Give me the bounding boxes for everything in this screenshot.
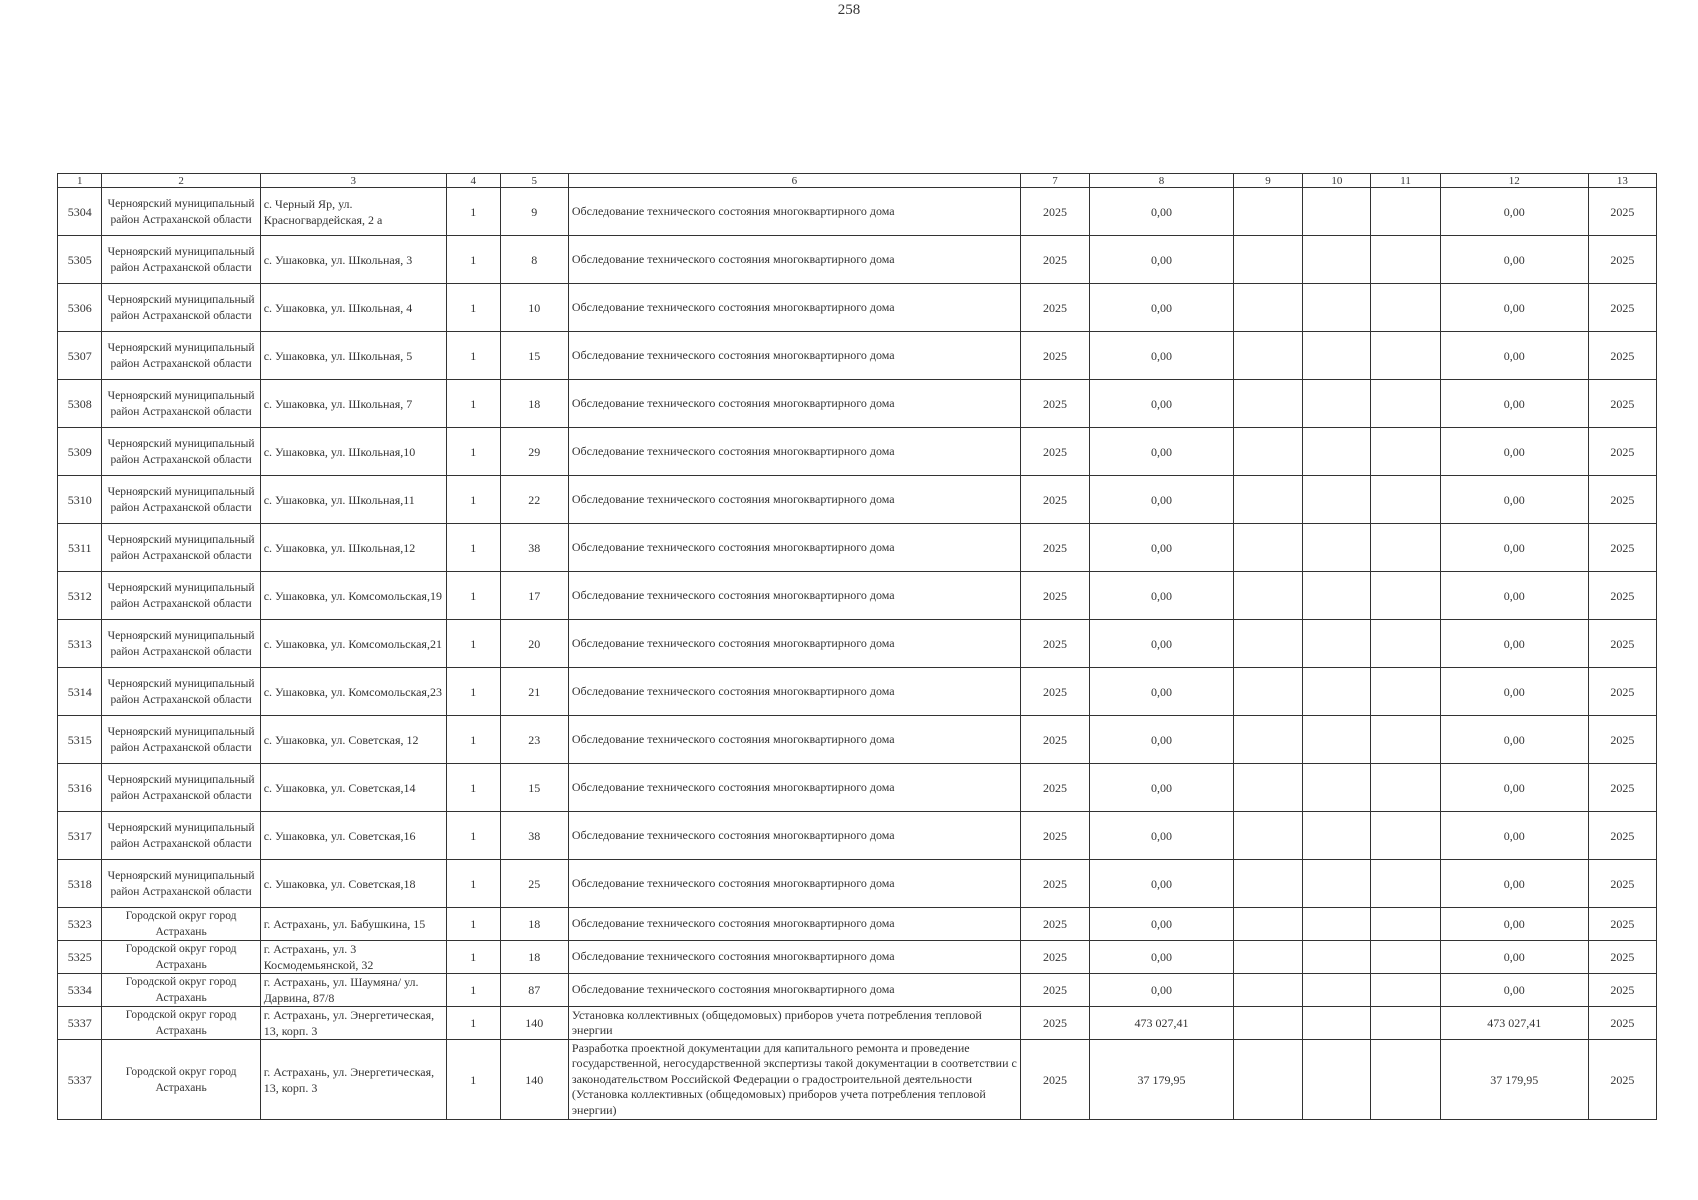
cell-col11 bbox=[1371, 428, 1440, 476]
table-row bbox=[58, 524, 1657, 572]
cell-col10 bbox=[1303, 668, 1371, 716]
cell-col11 bbox=[1371, 941, 1440, 974]
cell-year: 2025 bbox=[1020, 332, 1089, 380]
cell-col4: 1 bbox=[446, 476, 500, 524]
cell-year: 2025 bbox=[1020, 236, 1089, 284]
cell-col9 bbox=[1233, 620, 1302, 668]
cell-work-type: Обследование технического состояния многоквартирного дома bbox=[568, 380, 1020, 428]
cell-col10 bbox=[1303, 284, 1371, 332]
cell-col13: 2025 bbox=[1588, 668, 1656, 716]
cell-address: с. Ушаковка, ул. Комсомольская,21 bbox=[260, 620, 446, 668]
cell-col5: 18 bbox=[500, 380, 568, 428]
cell-col4: 1 bbox=[446, 524, 500, 572]
cell-col9 bbox=[1233, 284, 1302, 332]
cell-col10 bbox=[1303, 812, 1371, 860]
cell-col11 bbox=[1371, 1007, 1440, 1040]
cell-col5: 140 bbox=[500, 1007, 568, 1040]
cell-year: 2025 bbox=[1020, 380, 1089, 428]
cell-address: г. Астрахань, ул. Бабушкина, 15 bbox=[260, 908, 446, 941]
cell-work-type: Обследование технического состояния многоквартирного дома bbox=[568, 908, 1020, 941]
cell-col12: 0,00 bbox=[1440, 284, 1588, 332]
cell-col9 bbox=[1233, 908, 1302, 941]
cell-work-type: Обследование технического состояния многоквартирного дома bbox=[568, 236, 1020, 284]
cell-col13: 2025 bbox=[1588, 332, 1656, 380]
cell-id: 5318 bbox=[58, 860, 102, 908]
cell-col5: 20 bbox=[500, 620, 568, 668]
column-header: 10 bbox=[1303, 174, 1371, 188]
cell-work-type: Обследование технического состояния многоквартирного дома bbox=[568, 620, 1020, 668]
cell-col8: 0,00 bbox=[1090, 284, 1234, 332]
cell-municipality: Черноярский муниципальный район Астраханской области bbox=[102, 524, 260, 572]
cell-id: 5309 bbox=[58, 428, 102, 476]
cell-col9 bbox=[1233, 476, 1302, 524]
cell-col13: 2025 bbox=[1588, 812, 1656, 860]
cell-address: с. Ушаковка, ул. Советская, 12 bbox=[260, 716, 446, 764]
cell-col4: 1 bbox=[446, 572, 500, 620]
cell-col9 bbox=[1233, 332, 1302, 380]
cell-col5: 38 bbox=[500, 812, 568, 860]
cell-col11 bbox=[1371, 1040, 1440, 1120]
table-row bbox=[58, 974, 1657, 1007]
cell-address: с. Ушаковка, ул. Советская,18 bbox=[260, 860, 446, 908]
cell-col11 bbox=[1371, 476, 1440, 524]
table-row bbox=[58, 332, 1657, 380]
table-row bbox=[58, 941, 1657, 974]
cell-municipality: Городской округ город Астрахань bbox=[102, 974, 260, 1007]
cell-col8: 0,00 bbox=[1090, 812, 1234, 860]
cell-work-type: Обследование технического состояния многоквартирного дома bbox=[568, 332, 1020, 380]
cell-col11 bbox=[1371, 764, 1440, 812]
cell-id: 5307 bbox=[58, 332, 102, 380]
cell-municipality: Черноярский муниципальный район Астраханской области bbox=[102, 668, 260, 716]
cell-col10 bbox=[1303, 380, 1371, 428]
cell-address: г. Астрахань, ул. Энергетическая, 13, корп. 3 bbox=[260, 1040, 446, 1120]
cell-col4: 1 bbox=[446, 236, 500, 284]
cell-year: 2025 bbox=[1020, 764, 1089, 812]
cell-id: 5311 bbox=[58, 524, 102, 572]
column-header: 12 bbox=[1440, 174, 1588, 188]
cell-municipality: Черноярский муниципальный район Астраханской области bbox=[102, 764, 260, 812]
cell-municipality: Черноярский муниципальный район Астраханской области bbox=[102, 188, 260, 236]
cell-col4: 1 bbox=[446, 812, 500, 860]
cell-municipality: Черноярский муниципальный район Астраханской области bbox=[102, 860, 260, 908]
cell-municipality: Черноярский муниципальный район Астраханской области bbox=[102, 476, 260, 524]
cell-year: 2025 bbox=[1020, 524, 1089, 572]
cell-col12: 0,00 bbox=[1440, 524, 1588, 572]
cell-col5: 22 bbox=[500, 476, 568, 524]
cell-col13: 2025 bbox=[1588, 188, 1656, 236]
cell-col11 bbox=[1371, 332, 1440, 380]
cell-col5: 87 bbox=[500, 974, 568, 1007]
column-header: 11 bbox=[1371, 174, 1440, 188]
cell-col11 bbox=[1371, 572, 1440, 620]
column-header: 13 bbox=[1588, 174, 1656, 188]
table-row bbox=[58, 812, 1657, 860]
cell-col5: 18 bbox=[500, 941, 568, 974]
cell-col4: 1 bbox=[446, 380, 500, 428]
cell-address: с. Ушаковка, ул. Школьная, 7 bbox=[260, 380, 446, 428]
cell-id: 5334 bbox=[58, 974, 102, 1007]
cell-col12: 0,00 bbox=[1440, 812, 1588, 860]
table-row bbox=[58, 284, 1657, 332]
cell-id: 5337 bbox=[58, 1040, 102, 1120]
cell-col12: 0,00 bbox=[1440, 764, 1588, 812]
cell-col13: 2025 bbox=[1588, 428, 1656, 476]
cell-id: 5304 bbox=[58, 188, 102, 236]
column-header: 8 bbox=[1090, 174, 1234, 188]
cell-col5: 38 bbox=[500, 524, 568, 572]
cell-col4: 1 bbox=[446, 1040, 500, 1120]
cell-col10 bbox=[1303, 572, 1371, 620]
cell-col4: 1 bbox=[446, 716, 500, 764]
cell-col8: 0,00 bbox=[1090, 380, 1234, 428]
cell-col4: 1 bbox=[446, 764, 500, 812]
cell-col8: 0,00 bbox=[1090, 764, 1234, 812]
cell-year: 2025 bbox=[1020, 188, 1089, 236]
table-row bbox=[58, 716, 1657, 764]
cell-municipality: Черноярский муниципальный район Астраханской области bbox=[102, 812, 260, 860]
cell-col8: 0,00 bbox=[1090, 941, 1234, 974]
cell-municipality: Черноярский муниципальный район Астраханской области bbox=[102, 716, 260, 764]
cell-work-type: Обследование технического состояния многоквартирного дома bbox=[568, 764, 1020, 812]
cell-id: 5316 bbox=[58, 764, 102, 812]
cell-col9 bbox=[1233, 860, 1302, 908]
cell-work-type: Обследование технического состояния многоквартирного дома bbox=[568, 188, 1020, 236]
cell-municipality: Черноярский муниципальный район Астраханской области bbox=[102, 284, 260, 332]
cell-col10 bbox=[1303, 716, 1371, 764]
cell-address: с. Ушаковка, ул. Комсомольская,19 bbox=[260, 572, 446, 620]
cell-col12: 0,00 bbox=[1440, 476, 1588, 524]
cell-col5: 25 bbox=[500, 860, 568, 908]
cell-id: 5310 bbox=[58, 476, 102, 524]
cell-year: 2025 bbox=[1020, 812, 1089, 860]
cell-col9 bbox=[1233, 380, 1302, 428]
cell-col8: 0,00 bbox=[1090, 332, 1234, 380]
cell-col13: 2025 bbox=[1588, 572, 1656, 620]
cell-year: 2025 bbox=[1020, 476, 1089, 524]
cell-col10 bbox=[1303, 860, 1371, 908]
cell-col13: 2025 bbox=[1588, 716, 1656, 764]
cell-col4: 1 bbox=[446, 332, 500, 380]
cell-col11 bbox=[1371, 716, 1440, 764]
cell-col4: 1 bbox=[446, 668, 500, 716]
cell-address: с. Ушаковка, ул. Школьная,11 bbox=[260, 476, 446, 524]
cell-year: 2025 bbox=[1020, 860, 1089, 908]
cell-id: 5315 bbox=[58, 716, 102, 764]
table-row bbox=[58, 860, 1657, 908]
cell-col12: 0,00 bbox=[1440, 668, 1588, 716]
cell-col13: 2025 bbox=[1588, 284, 1656, 332]
cell-col9 bbox=[1233, 1040, 1302, 1120]
cell-work-type: Обследование технического состояния многоквартирного дома bbox=[568, 428, 1020, 476]
cell-col12: 0,00 bbox=[1440, 716, 1588, 764]
cell-col11 bbox=[1371, 620, 1440, 668]
cell-col4: 1 bbox=[446, 188, 500, 236]
cell-address: с. Ушаковка, ул. Школьная, 5 bbox=[260, 332, 446, 380]
cell-id: 5308 bbox=[58, 380, 102, 428]
cell-col11 bbox=[1371, 524, 1440, 572]
cell-col4: 1 bbox=[446, 941, 500, 974]
cell-col13: 2025 bbox=[1588, 620, 1656, 668]
cell-col9 bbox=[1233, 1007, 1302, 1040]
cell-municipality: Черноярский муниципальный район Астраханской области bbox=[102, 428, 260, 476]
cell-col12: 0,00 bbox=[1440, 941, 1588, 974]
cell-col10 bbox=[1303, 428, 1371, 476]
column-header: 7 bbox=[1020, 174, 1089, 188]
cell-col9 bbox=[1233, 941, 1302, 974]
column-number-header-row bbox=[58, 174, 1657, 188]
table-row bbox=[58, 1040, 1657, 1120]
column-header: 3 bbox=[260, 174, 446, 188]
cell-year: 2025 bbox=[1020, 284, 1089, 332]
cell-col5: 15 bbox=[500, 764, 568, 812]
cell-year: 2025 bbox=[1020, 428, 1089, 476]
cell-col4: 1 bbox=[446, 908, 500, 941]
table-row bbox=[58, 908, 1657, 941]
cell-address: г. Астрахань, ул. 3 Космодемьянской, 32 bbox=[260, 941, 446, 974]
cell-col8: 0,00 bbox=[1090, 572, 1234, 620]
cell-col11 bbox=[1371, 284, 1440, 332]
cell-col5: 21 bbox=[500, 668, 568, 716]
cell-municipality: Городской округ город Астрахань bbox=[102, 908, 260, 941]
cell-col8: 0,00 bbox=[1090, 620, 1234, 668]
cell-col12: 37 179,95 bbox=[1440, 1040, 1588, 1120]
cell-col11 bbox=[1371, 236, 1440, 284]
cell-year: 2025 bbox=[1020, 572, 1089, 620]
cell-municipality: Черноярский муниципальный район Астраханской области bbox=[102, 620, 260, 668]
table-row bbox=[58, 764, 1657, 812]
cell-col5: 140 bbox=[500, 1040, 568, 1120]
cell-work-type: Обследование технического состояния многоквартирного дома bbox=[568, 476, 1020, 524]
table-row bbox=[58, 428, 1657, 476]
cell-col8: 0,00 bbox=[1090, 860, 1234, 908]
cell-col9 bbox=[1233, 668, 1302, 716]
cell-col12: 0,00 bbox=[1440, 908, 1588, 941]
table-row bbox=[58, 476, 1657, 524]
cell-col5: 17 bbox=[500, 572, 568, 620]
cell-municipality: Городской округ город Астрахань bbox=[102, 1040, 260, 1120]
cell-id: 5313 bbox=[58, 620, 102, 668]
cell-year: 2025 bbox=[1020, 1040, 1089, 1120]
column-header: 5 bbox=[500, 174, 568, 188]
cell-col9 bbox=[1233, 974, 1302, 1007]
table-row bbox=[58, 236, 1657, 284]
cell-municipality: Черноярский муниципальный район Астраханской области bbox=[102, 572, 260, 620]
cell-col9 bbox=[1233, 428, 1302, 476]
cell-col13: 2025 bbox=[1588, 860, 1656, 908]
cell-id: 5325 bbox=[58, 941, 102, 974]
table-row bbox=[58, 572, 1657, 620]
cell-col5: 15 bbox=[500, 332, 568, 380]
cell-address: с. Ушаковка, ул. Комсомольская,23 bbox=[260, 668, 446, 716]
cell-municipality: Черноярский муниципальный район Астраханской области bbox=[102, 332, 260, 380]
cell-work-type: Обследование технического состояния многоквартирного дома bbox=[568, 974, 1020, 1007]
column-header: 9 bbox=[1233, 174, 1302, 188]
cell-col12: 0,00 bbox=[1440, 188, 1588, 236]
cell-col8: 0,00 bbox=[1090, 236, 1234, 284]
table-row bbox=[58, 380, 1657, 428]
cell-col11 bbox=[1371, 860, 1440, 908]
cell-year: 2025 bbox=[1020, 716, 1089, 764]
cell-col10 bbox=[1303, 908, 1371, 941]
cell-col4: 1 bbox=[446, 620, 500, 668]
cell-work-type: Обследование технического состояния многоквартирного дома bbox=[568, 572, 1020, 620]
cell-address: с. Ушаковка, ул. Школьная,12 bbox=[260, 524, 446, 572]
cell-col10 bbox=[1303, 620, 1371, 668]
cell-col13: 2025 bbox=[1588, 764, 1656, 812]
cell-col10 bbox=[1303, 1007, 1371, 1040]
cell-col13: 2025 bbox=[1588, 236, 1656, 284]
cell-col11 bbox=[1371, 974, 1440, 1007]
cell-work-type: Обследование технического состояния многоквартирного дома bbox=[568, 812, 1020, 860]
cell-col12: 0,00 bbox=[1440, 974, 1588, 1007]
cell-col5: 8 bbox=[500, 236, 568, 284]
page-number: 258 bbox=[837, 2, 861, 18]
cell-col13: 2025 bbox=[1588, 476, 1656, 524]
cell-col8: 0,00 bbox=[1090, 908, 1234, 941]
cell-work-type: Обследование технического состояния многоквартирного дома bbox=[568, 716, 1020, 764]
cell-col13: 2025 bbox=[1588, 974, 1656, 1007]
cell-col10 bbox=[1303, 236, 1371, 284]
cell-col8: 0,00 bbox=[1090, 188, 1234, 236]
cell-address: с. Ушаковка, ул. Школьная, 4 bbox=[260, 284, 446, 332]
column-header: 4 bbox=[446, 174, 500, 188]
cell-col8: 0,00 bbox=[1090, 476, 1234, 524]
cell-col11 bbox=[1371, 812, 1440, 860]
cell-col4: 1 bbox=[446, 1007, 500, 1040]
cell-col8: 0,00 bbox=[1090, 524, 1234, 572]
cell-col11 bbox=[1371, 908, 1440, 941]
cell-col13: 2025 bbox=[1588, 1007, 1656, 1040]
cell-col10 bbox=[1303, 1040, 1371, 1120]
cell-work-type: Обследование технического состояния многоквартирного дома bbox=[568, 941, 1020, 974]
cell-col10 bbox=[1303, 524, 1371, 572]
cell-col9 bbox=[1233, 716, 1302, 764]
cell-col12: 0,00 bbox=[1440, 380, 1588, 428]
cell-col13: 2025 bbox=[1588, 1040, 1656, 1120]
cell-id: 5317 bbox=[58, 812, 102, 860]
cell-col8: 0,00 bbox=[1090, 668, 1234, 716]
cell-id: 5337 bbox=[58, 1007, 102, 1040]
works-table bbox=[57, 173, 1657, 1120]
cell-id: 5312 bbox=[58, 572, 102, 620]
cell-col10 bbox=[1303, 764, 1371, 812]
cell-col10 bbox=[1303, 188, 1371, 236]
table-row bbox=[58, 668, 1657, 716]
cell-year: 2025 bbox=[1020, 620, 1089, 668]
cell-year: 2025 bbox=[1020, 1007, 1089, 1040]
cell-address: с. Ушаковка, ул. Школьная, 3 bbox=[260, 236, 446, 284]
cell-col9 bbox=[1233, 188, 1302, 236]
cell-address: с. Ушаковка, ул. Советская,16 bbox=[260, 812, 446, 860]
cell-id: 5306 bbox=[58, 284, 102, 332]
cell-col12: 0,00 bbox=[1440, 620, 1588, 668]
cell-work-type: Обследование технического состояния многоквартирного дома bbox=[568, 668, 1020, 716]
table-body bbox=[58, 174, 1657, 1120]
cell-col4: 1 bbox=[446, 428, 500, 476]
cell-address: г. Астрахань, ул. Шаумяна/ ул. Дарвина, 87/8 bbox=[260, 974, 446, 1007]
cell-year: 2025 bbox=[1020, 668, 1089, 716]
cell-work-type: Обследование технического состояния многоквартирного дома bbox=[568, 284, 1020, 332]
cell-col13: 2025 bbox=[1588, 941, 1656, 974]
cell-address: г. Астрахань, ул. Энергетическая, 13, корп. 3 bbox=[260, 1007, 446, 1040]
cell-col8: 0,00 bbox=[1090, 428, 1234, 476]
column-header: 1 bbox=[58, 174, 102, 188]
cell-municipality: Черноярский муниципальный район Астраханской области bbox=[102, 236, 260, 284]
cell-col5: 29 bbox=[500, 428, 568, 476]
cell-col5: 9 bbox=[500, 188, 568, 236]
cell-col13: 2025 bbox=[1588, 524, 1656, 572]
cell-col10 bbox=[1303, 941, 1371, 974]
cell-municipality: Городской округ город Астрахань bbox=[102, 1007, 260, 1040]
cell-col12: 0,00 bbox=[1440, 236, 1588, 284]
cell-col8: 0,00 bbox=[1090, 716, 1234, 764]
cell-col9 bbox=[1233, 764, 1302, 812]
cell-municipality: Черноярский муниципальный район Астраханской области bbox=[102, 380, 260, 428]
cell-id: 5314 bbox=[58, 668, 102, 716]
cell-work-type: Обследование технического состояния многоквартирного дома bbox=[568, 524, 1020, 572]
cell-address: с. Черный Яр, ул. Красногвардейская, 2 а bbox=[260, 188, 446, 236]
cell-year: 2025 bbox=[1020, 974, 1089, 1007]
cell-col11 bbox=[1371, 188, 1440, 236]
cell-col5: 18 bbox=[500, 908, 568, 941]
cell-address: с. Ушаковка, ул. Советская,14 bbox=[260, 764, 446, 812]
cell-col10 bbox=[1303, 974, 1371, 1007]
cell-col8: 473 027,41 bbox=[1090, 1007, 1234, 1040]
column-header: 2 bbox=[102, 174, 260, 188]
cell-col13: 2025 bbox=[1588, 380, 1656, 428]
cell-year: 2025 bbox=[1020, 941, 1089, 974]
column-header: 6 bbox=[568, 174, 1020, 188]
cell-address: с. Ушаковка, ул. Школьная,10 bbox=[260, 428, 446, 476]
cell-col10 bbox=[1303, 332, 1371, 380]
cell-work-type: Обследование технического состояния многоквартирного дома bbox=[568, 860, 1020, 908]
cell-col4: 1 bbox=[446, 860, 500, 908]
cell-col10 bbox=[1303, 476, 1371, 524]
cell-col12: 473 027,41 bbox=[1440, 1007, 1588, 1040]
cell-col12: 0,00 bbox=[1440, 428, 1588, 476]
table-row bbox=[58, 1007, 1657, 1040]
cell-col4: 1 bbox=[446, 974, 500, 1007]
cell-id: 5305 bbox=[58, 236, 102, 284]
cell-col12: 0,00 bbox=[1440, 860, 1588, 908]
cell-municipality: Городской округ город Астрахань bbox=[102, 941, 260, 974]
cell-col9 bbox=[1233, 524, 1302, 572]
table-row bbox=[58, 188, 1657, 236]
cell-work-type: Разработка проектной документации для капитального ремонта и проведение государственной, негосударственной экспертизы такой документации в соответствии с законодательством Российской Федерации о градостроительной деятельности (Установка коллективных (общедомовых) приборов учета потребления тепловой энергии) bbox=[568, 1040, 1020, 1120]
cell-col11 bbox=[1371, 668, 1440, 716]
cell-col5: 23 bbox=[500, 716, 568, 764]
cell-col8: 0,00 bbox=[1090, 974, 1234, 1007]
cell-col12: 0,00 bbox=[1440, 572, 1588, 620]
cell-col8: 37 179,95 bbox=[1090, 1040, 1234, 1120]
cell-col9 bbox=[1233, 236, 1302, 284]
cell-year: 2025 bbox=[1020, 908, 1089, 941]
cell-id: 5323 bbox=[58, 908, 102, 941]
cell-col11 bbox=[1371, 380, 1440, 428]
cell-work-type: Установка коллективных (общедомовых) приборов учета потребления тепловой энергии bbox=[568, 1007, 1020, 1040]
cell-col9 bbox=[1233, 572, 1302, 620]
cell-col12: 0,00 bbox=[1440, 332, 1588, 380]
cell-col9 bbox=[1233, 812, 1302, 860]
cell-col5: 10 bbox=[500, 284, 568, 332]
cell-col4: 1 bbox=[446, 284, 500, 332]
table-row bbox=[58, 620, 1657, 668]
cell-col13: 2025 bbox=[1588, 908, 1656, 941]
